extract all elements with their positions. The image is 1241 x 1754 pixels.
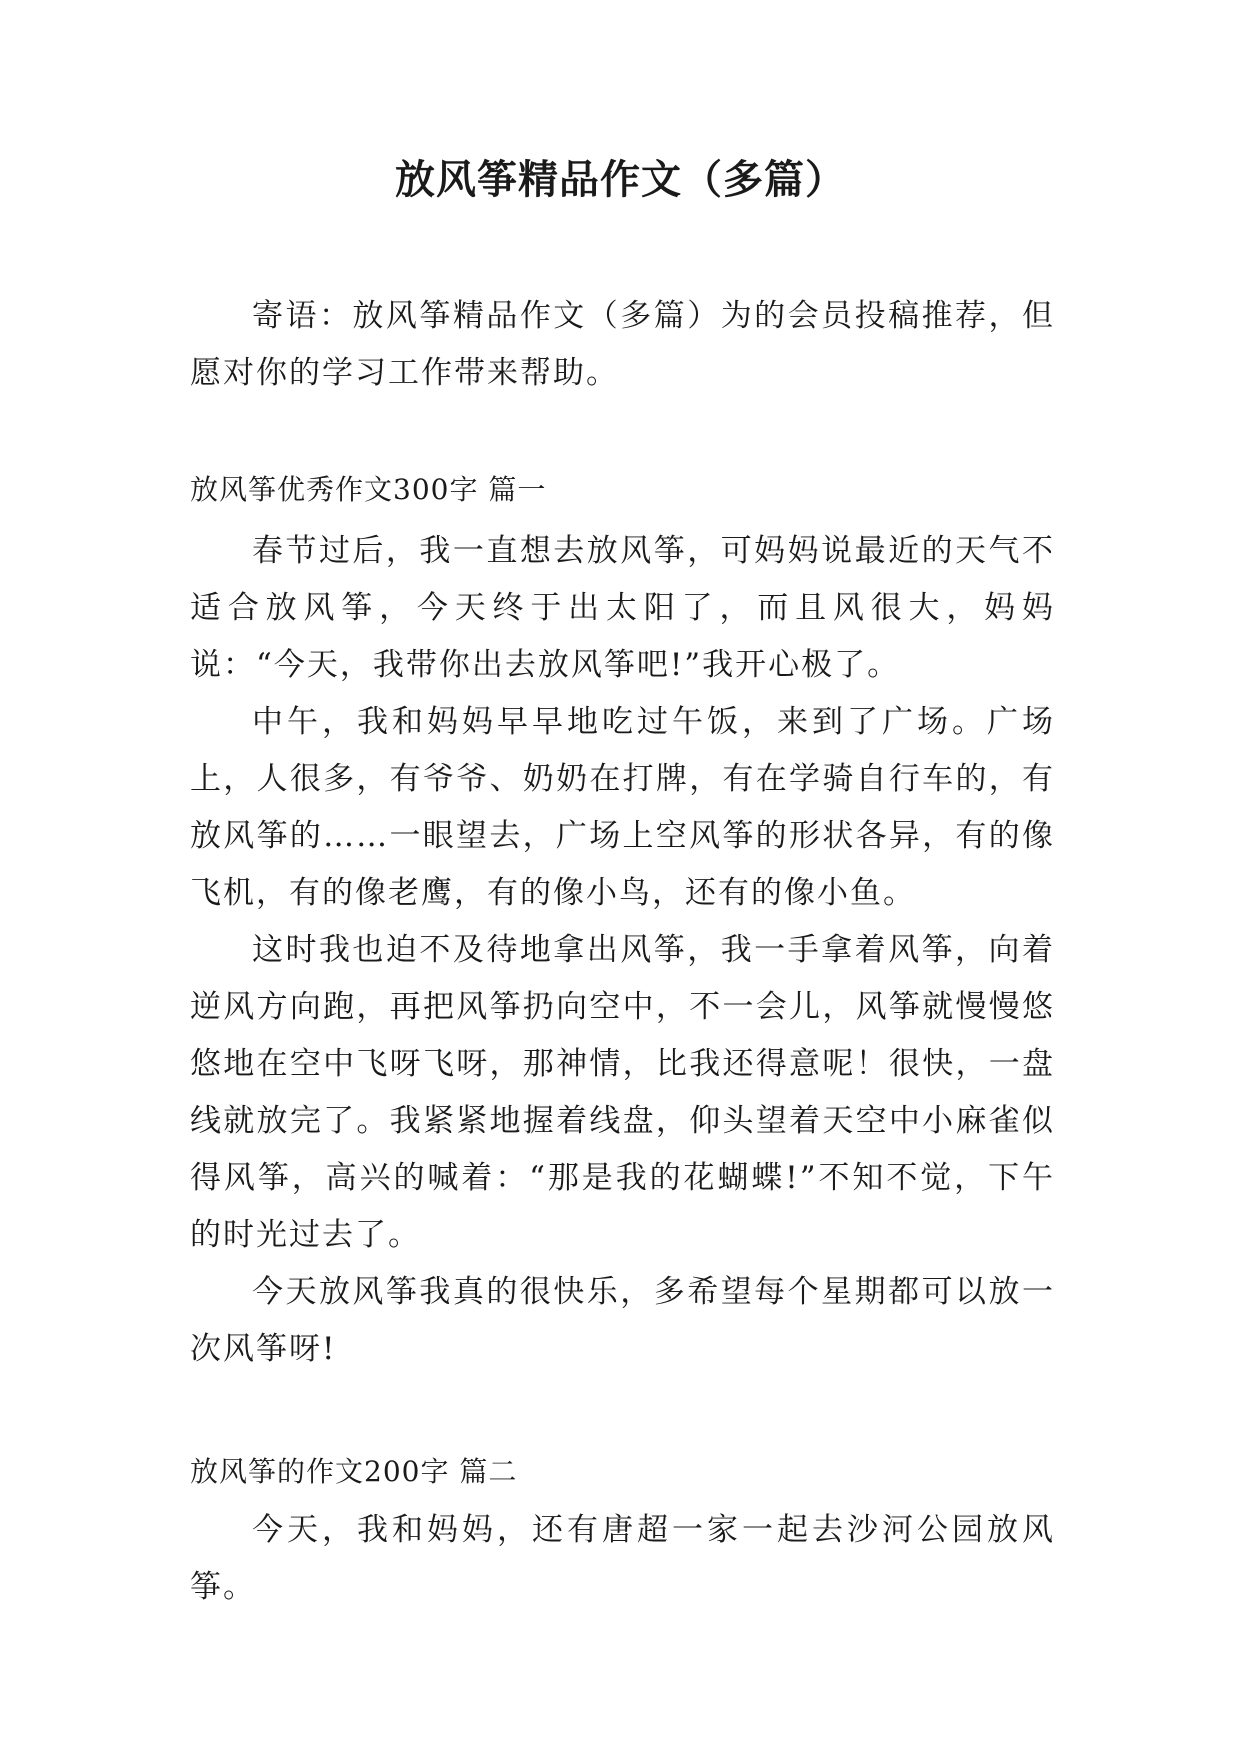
document-title: 放风筝精品作文（多篇） — [395, 156, 846, 203]
section-1-body — [190, 523, 1055, 1378]
section-1-paragraph-4: 今天放风筝我真的很快乐，多希望每个星期都可以放一次风筝呀! — [190, 1274, 1055, 1367]
section-2-body — [190, 1502, 1055, 1616]
section-heading-1: 放风筝优秀作文300字 篇一 — [190, 473, 547, 506]
section-1-paragraph-3: 这时我也迫不及待地拿出风筝，我一手拿着风筝，向着逆风方向跑，再把风筝扔向空中，不一会儿，风筝就慢慢悠悠地在空中飞呀飞呀，那神情，比我还得意呢！很快，一盘线就放完了。我紧紧地握着线盘，仰头望着天空中小麻雀似得风筝，高兴的喊着：“那是我的花蝴蝶!”不知不觉，下午的时光过去了。 — [190, 932, 1055, 1253]
intro-paragraph — [190, 288, 1055, 402]
section-1-paragraph-2: 中午，我和妈妈早早地吃过午饭，来到了广场。广场上，人很多，有爷爷、奶奶在打牌，有在学骑自行车的，有放风筝的……一眼望去，广场上空风筝的形状各异，有的像飞机，有的像老鹰，有的像小鸟，还有的像小鱼。 — [190, 704, 1055, 911]
section-2-paragraph-1: 今天，我和妈妈，还有唐超一家一起去沙河公园放风筝。 — [190, 1512, 1055, 1605]
section-heading-2: 放风筝的作文200字 篇二 — [190, 1455, 518, 1488]
section-1-paragraph-1: 春节过后，我一直想去放风筝，可妈妈说最近的天气不适合放风筝，今天终于出太阳了，而且风很大，妈妈说：“今天，我带你出去放风筝吧!”我开心极了。 — [190, 533, 1055, 683]
intro-text: 寄语：放风筝精品作文（多篇）为的会员投稿推荐，但愿对你的学习工作带来帮助。 — [190, 298, 1055, 391]
